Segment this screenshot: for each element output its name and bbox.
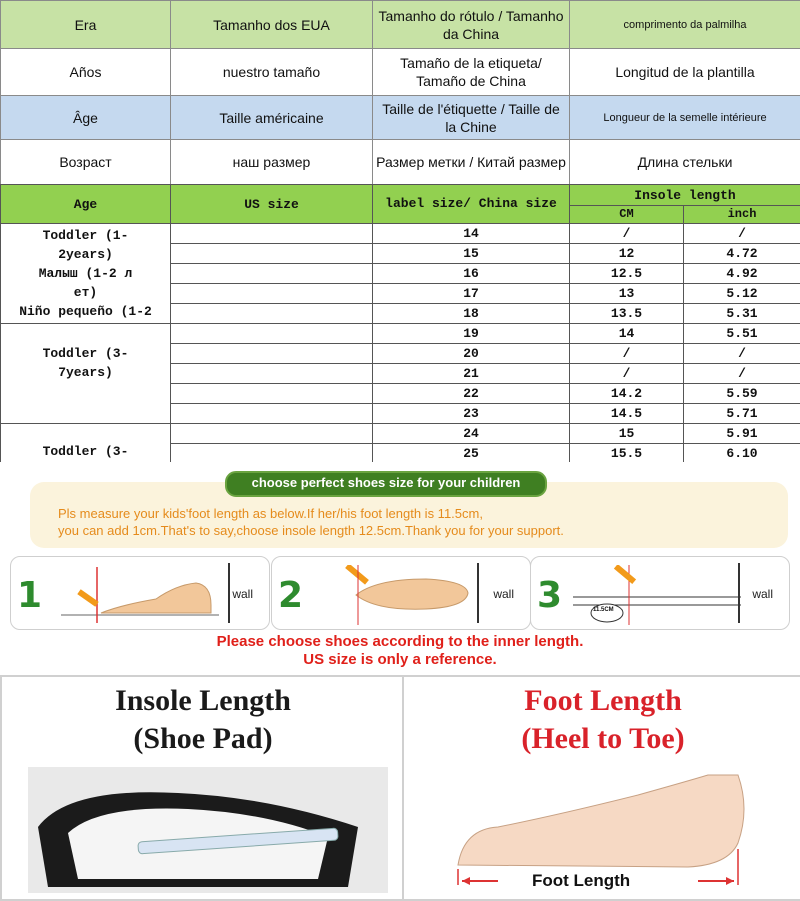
us-size-cell (171, 224, 373, 244)
warning-line: US size is only a reference. (0, 651, 800, 668)
insole-panel (0, 675, 406, 901)
header-cell: Размер метки / Китай размер (373, 140, 570, 185)
cm-cell: 14.2 (570, 384, 684, 404)
header-row-fr (1, 96, 800, 140)
age-line: 7years) (1, 363, 170, 382)
wall-label: wall (232, 587, 253, 601)
note-line: you can add 1cm.That's to say,choose insole length 12.5cm.Thank you for your support. (58, 523, 564, 538)
cm-cell: / (570, 344, 684, 364)
label-size-header: label size/ China size (373, 185, 570, 224)
us-size-cell (171, 264, 373, 284)
label-size-cell: 19 (373, 324, 570, 344)
cm-cell: 15 (570, 424, 684, 444)
step-number: 2 (278, 575, 303, 616)
header-row-ru (1, 140, 800, 185)
us-size-cell (171, 404, 373, 424)
header-cell: Âge (1, 96, 171, 140)
header-cell: nuestro tamaño (171, 49, 373, 96)
us-size-cell (171, 444, 373, 464)
header-cell: наш размер (171, 140, 373, 185)
step-number: 3 (537, 575, 562, 616)
size-rows (1, 224, 800, 464)
us-size-header: US size (171, 185, 373, 224)
inch-header: inch (684, 206, 800, 224)
label-size-cell: 24 (373, 424, 570, 444)
cm-cell: 15.5 (570, 444, 684, 464)
inch-cell: 5.71 (684, 404, 800, 424)
us-size-cell (171, 304, 373, 324)
guide-banner: choose perfect shoes size for your children (225, 471, 547, 497)
cm-cell: 13.5 (570, 304, 684, 324)
inch-cell: / (684, 344, 800, 364)
age-group-cell (1, 224, 171, 324)
foot-side-icon (61, 565, 221, 625)
wall-label: wall (752, 587, 773, 601)
age-line: Niño pequeño (1-2 (1, 302, 170, 321)
header-cell: Возраст (1, 140, 171, 185)
wall-label: wall (493, 587, 514, 601)
label-size-cell: 22 (373, 384, 570, 404)
inch-cell: 5.51 (684, 324, 800, 344)
label-size-cell: 16 (373, 264, 570, 284)
us-size-cell (171, 324, 373, 344)
ruler-icon (573, 565, 743, 625)
table-row (1, 324, 800, 344)
header-cell: Longitud de la plantilla (570, 49, 800, 96)
insole-length-header: Insole length (570, 185, 800, 206)
wall-icon (735, 563, 743, 623)
inch-cell: / (684, 224, 800, 244)
foot-title: Foot Length (404, 683, 800, 719)
measure-step-3 (530, 556, 790, 630)
insole-subtitle: (Shoe Pad) (2, 721, 404, 757)
label-size-cell: 23 (373, 404, 570, 424)
table-row (1, 224, 800, 244)
ruler-label: 11.5CM (593, 607, 614, 613)
size-table (0, 184, 800, 464)
inch-cell: / (684, 364, 800, 384)
measure-step-2 (271, 556, 531, 630)
header-cell: comprimento da palmilha (570, 1, 800, 49)
header-cell: Años (1, 49, 171, 96)
label-size-cell: 25 (373, 444, 570, 464)
insole-title: Insole Length (2, 683, 404, 719)
header-row-pt (1, 1, 800, 49)
table-row (1, 424, 800, 444)
cm-cell: 12 (570, 244, 684, 264)
foot-top-icon (316, 565, 476, 625)
header-cell: Длина стельки (570, 140, 800, 185)
cm-cell: / (570, 364, 684, 384)
header-cell: Taille américaine (171, 96, 373, 140)
us-size-cell (171, 364, 373, 384)
us-size-cell (171, 424, 373, 444)
header-cell: Tamanho dos EUA (171, 1, 373, 49)
header-cell: Tamanho do rótulo / Tamanho da China (373, 1, 570, 49)
step-number: 1 (17, 575, 42, 616)
age-line: Toddler (1- (1, 226, 170, 245)
measure-step-1 (10, 556, 270, 630)
header-row-es (1, 49, 800, 96)
label-size-cell: 21 (373, 364, 570, 384)
cm-cell: 12.5 (570, 264, 684, 284)
age-group-cell (1, 324, 171, 424)
size-table-header (1, 185, 800, 206)
inch-cell: 5.59 (684, 384, 800, 404)
age-group-cell (1, 424, 171, 464)
age-line: Toddler (3- (1, 344, 170, 363)
label-size-cell: 15 (373, 244, 570, 264)
header-cell: Era (1, 1, 171, 49)
us-size-cell (171, 384, 373, 404)
age-line: Малыш (1-2 л (1, 264, 170, 283)
warning-line: Please choose shoes according to the inner length. (0, 633, 800, 650)
age-line: 2years) (1, 245, 170, 264)
shoe-insole-photo (28, 767, 388, 893)
foot-subtitle: (Heel to Toe) (404, 721, 800, 757)
header-cell: Tamaño de la etiqueta/ Tamaño de China (373, 49, 570, 96)
label-size-cell: 17 (373, 284, 570, 304)
header-table (0, 0, 800, 185)
note-line: Pls measure your kids'foot length as below.If her/his foot length is 11.5cm, (58, 506, 483, 521)
label-size-cell: 14 (373, 224, 570, 244)
inch-cell: 5.31 (684, 304, 800, 324)
age-line: ет) (1, 283, 170, 302)
cm-header: CM (570, 206, 684, 224)
us-size-cell (171, 344, 373, 364)
wall-icon (474, 563, 482, 623)
us-size-cell (171, 284, 373, 304)
inch-cell: 6.10 (684, 444, 800, 464)
cm-cell: 14.5 (570, 404, 684, 424)
cm-cell: / (570, 224, 684, 244)
cm-cell: 14 (570, 324, 684, 344)
foot-length-label: Foot Length (532, 871, 630, 891)
inch-cell: 5.12 (684, 284, 800, 304)
age-header: Age (1, 185, 171, 224)
label-size-cell: 18 (373, 304, 570, 324)
inch-cell: 4.92 (684, 264, 800, 284)
foot-panel (402, 675, 800, 901)
header-cell: Taille de l'étiquette / Taille de la Chine (373, 96, 570, 140)
cm-cell: 13 (570, 284, 684, 304)
label-size-cell: 20 (373, 344, 570, 364)
inch-cell: 4.72 (684, 244, 800, 264)
inch-cell: 5.91 (684, 424, 800, 444)
age-line: Toddler (3- (1, 442, 170, 461)
header-cell: Longueur de la semelle intérieure (570, 96, 800, 140)
us-size-cell (171, 244, 373, 264)
